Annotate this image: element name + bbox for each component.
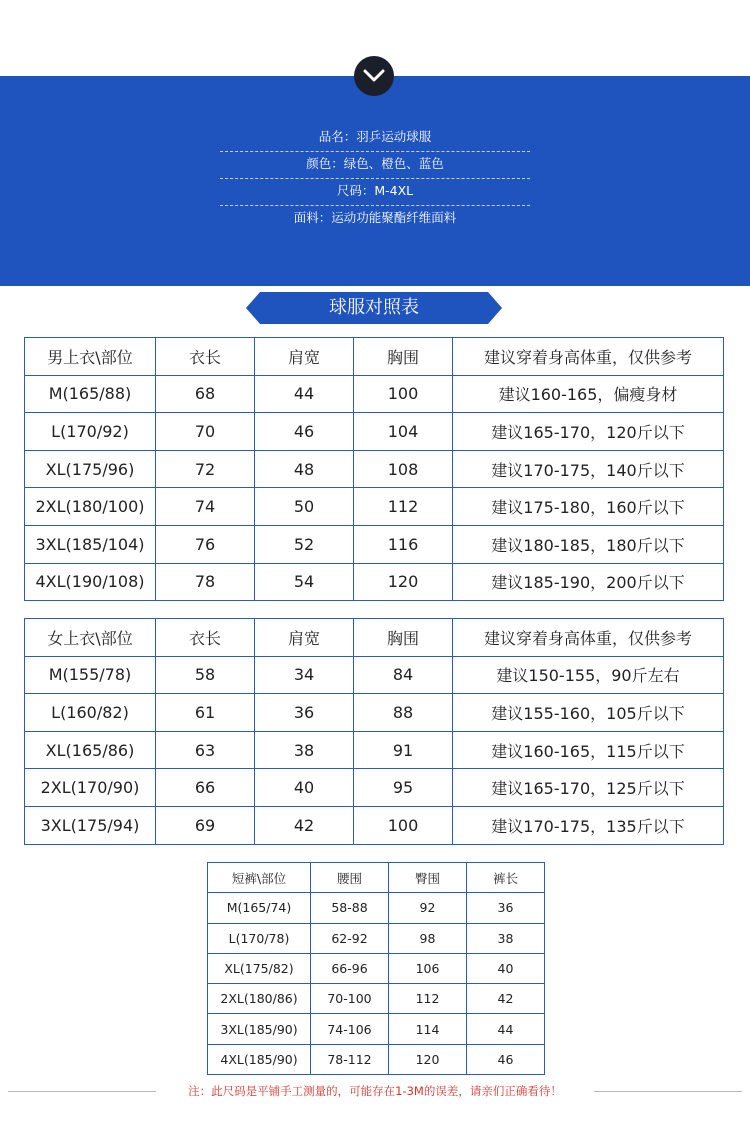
table-row bbox=[25, 488, 724, 526]
table-row bbox=[208, 984, 545, 1014]
table-cell: 112 bbox=[354, 488, 453, 526]
table-cell: 3XL(185/104) bbox=[25, 525, 156, 563]
table-cell: 36 bbox=[255, 694, 354, 732]
section-title-ribbon bbox=[246, 292, 502, 324]
table-cell: 116 bbox=[354, 525, 453, 563]
table-cell: 72 bbox=[156, 450, 255, 488]
table-cell: 95 bbox=[354, 769, 453, 807]
header-cell: 臀围 bbox=[389, 863, 467, 893]
table-row bbox=[25, 806, 724, 844]
table-cell: 44 bbox=[255, 375, 354, 413]
table-cell: 建议160-165，115斤以下 bbox=[453, 731, 724, 769]
product-fabric: 面料：运动功能聚酯纤维面料 bbox=[293, 210, 457, 225]
table-cell: 建议155-160，105斤以下 bbox=[453, 694, 724, 732]
table-cell: M(155/78) bbox=[25, 656, 156, 694]
table-cell: 3XL(175/94) bbox=[25, 806, 156, 844]
product-name: 品名：羽乒运动球服 bbox=[220, 125, 530, 152]
table-header-row bbox=[208, 863, 545, 893]
table-cell: 78-112 bbox=[311, 1044, 389, 1074]
header-cell: 胸围 bbox=[354, 338, 453, 376]
table-row bbox=[208, 893, 545, 923]
header-cell: 胸围 bbox=[354, 619, 453, 657]
info-banner bbox=[0, 76, 750, 286]
table-header-row bbox=[25, 338, 724, 376]
shorts-size-table bbox=[207, 862, 545, 1075]
table-cell: 建议185-190，200斤以下 bbox=[453, 563, 724, 601]
table-cell: 4XL(190/108) bbox=[25, 563, 156, 601]
table-cell: 62-92 bbox=[311, 923, 389, 953]
table-cell: 建议180-185，180斤以下 bbox=[453, 525, 724, 563]
table-cell: 58-88 bbox=[311, 893, 389, 923]
table-cell: 建议150-155，90斤左右 bbox=[453, 656, 724, 694]
table-cell: 建议170-175，140斤以下 bbox=[453, 450, 724, 488]
table-cell: 84 bbox=[354, 656, 453, 694]
table-cell: 42 bbox=[255, 806, 354, 844]
table-row bbox=[25, 769, 724, 807]
table-cell: 建议170-175，135斤以下 bbox=[453, 806, 724, 844]
table-cell: 106 bbox=[389, 953, 467, 983]
men-size-table bbox=[24, 337, 724, 601]
table-cell: 建议175-180，160斤以下 bbox=[453, 488, 724, 526]
table-cell: M(165/88) bbox=[25, 375, 156, 413]
women-size-table bbox=[24, 618, 724, 845]
table-cell: 120 bbox=[389, 1044, 467, 1074]
table-cell: 34 bbox=[255, 656, 354, 694]
table-cell: 66-96 bbox=[311, 953, 389, 983]
table-cell: L(170/92) bbox=[25, 413, 156, 451]
header-cell: 腰围 bbox=[311, 863, 389, 893]
table-cell: 38 bbox=[255, 731, 354, 769]
table-header-row bbox=[25, 619, 724, 657]
table-cell: 建议160-165，偏瘦身材 bbox=[453, 375, 724, 413]
table-cell: 104 bbox=[354, 413, 453, 451]
table-cell: 4XL(185/90) bbox=[208, 1044, 311, 1074]
table-cell: 88 bbox=[354, 694, 453, 732]
header-cell: 短裤\部位 bbox=[208, 863, 311, 893]
table-cell: L(160/82) bbox=[25, 694, 156, 732]
product-info-list bbox=[0, 125, 750, 233]
header-cell: 建议穿着身高体重，仅供参考 bbox=[453, 338, 724, 376]
table-row bbox=[25, 450, 724, 488]
header-cell: 建议穿着身高体重，仅供参考 bbox=[453, 619, 724, 657]
table-cell: XL(175/96) bbox=[25, 450, 156, 488]
table-cell: 46 bbox=[467, 1044, 545, 1074]
table-row bbox=[25, 375, 724, 413]
table-cell: 63 bbox=[156, 731, 255, 769]
header-cell: 肩宽 bbox=[255, 338, 354, 376]
table-cell: 2XL(180/100) bbox=[25, 488, 156, 526]
table-cell: 66 bbox=[156, 769, 255, 807]
product-colors: 颜色：绿色、橙色、蓝色 bbox=[220, 152, 530, 179]
table-cell: 50 bbox=[255, 488, 354, 526]
table-cell: 74-106 bbox=[311, 1014, 389, 1044]
table-cell: 40 bbox=[467, 953, 545, 983]
table-cell: 38 bbox=[467, 923, 545, 953]
table-row bbox=[25, 563, 724, 601]
table-cell: 76 bbox=[156, 525, 255, 563]
table-cell: 70 bbox=[156, 413, 255, 451]
table-cell: 69 bbox=[156, 806, 255, 844]
table-cell: 70-100 bbox=[311, 984, 389, 1014]
header-cell: 裤长 bbox=[467, 863, 545, 893]
table-cell: 98 bbox=[389, 923, 467, 953]
table-cell: 52 bbox=[255, 525, 354, 563]
chevron-down-icon bbox=[354, 56, 394, 96]
measurement-note: 注：此尺码是平铺手工测量的，可能存在1-3M的误差，请亲们正确看待！ bbox=[188, 1084, 562, 1098]
table-cell: 58 bbox=[156, 656, 255, 694]
table-cell: L(170/78) bbox=[208, 923, 311, 953]
header-cell: 衣长 bbox=[156, 338, 255, 376]
table-row bbox=[25, 656, 724, 694]
table-cell: 46 bbox=[255, 413, 354, 451]
table-cell: XL(175/82) bbox=[208, 953, 311, 983]
product-size-range: 尺码：M-4XL bbox=[220, 179, 530, 206]
table-cell: 112 bbox=[389, 984, 467, 1014]
table-cell: M(165/74) bbox=[208, 893, 311, 923]
table-cell: XL(165/86) bbox=[25, 731, 156, 769]
table-row bbox=[208, 1014, 545, 1044]
table-cell: 78 bbox=[156, 563, 255, 601]
table-cell: 48 bbox=[255, 450, 354, 488]
table-cell: 54 bbox=[255, 563, 354, 601]
table-row bbox=[25, 525, 724, 563]
section-title: 球服对照表 bbox=[329, 297, 419, 318]
table-cell: 108 bbox=[354, 450, 453, 488]
table-cell: 40 bbox=[255, 769, 354, 807]
table-cell: 2XL(180/86) bbox=[208, 984, 311, 1014]
table-row bbox=[208, 953, 545, 983]
table-cell: 92 bbox=[389, 893, 467, 923]
table-cell: 100 bbox=[354, 806, 453, 844]
table-cell: 42 bbox=[467, 984, 545, 1014]
table-row bbox=[208, 1044, 545, 1074]
table-cell: 2XL(170/90) bbox=[25, 769, 156, 807]
table-row bbox=[25, 413, 724, 451]
header-cell: 男上衣\部位 bbox=[25, 338, 156, 376]
table-cell: 74 bbox=[156, 488, 255, 526]
table-cell: 44 bbox=[467, 1014, 545, 1044]
table-cell: 68 bbox=[156, 375, 255, 413]
table-row bbox=[25, 694, 724, 732]
header-cell: 肩宽 bbox=[255, 619, 354, 657]
table-cell: 120 bbox=[354, 563, 453, 601]
table-cell: 建议165-170，125斤以下 bbox=[453, 769, 724, 807]
header-cell: 衣长 bbox=[156, 619, 255, 657]
table-row bbox=[208, 923, 545, 953]
table-cell: 61 bbox=[156, 694, 255, 732]
table-row bbox=[25, 731, 724, 769]
table-cell: 114 bbox=[389, 1014, 467, 1044]
header-cell: 女上衣\部位 bbox=[25, 619, 156, 657]
table-cell: 91 bbox=[354, 731, 453, 769]
table-cell: 100 bbox=[354, 375, 453, 413]
table-cell: 建议165-170，120斤以下 bbox=[453, 413, 724, 451]
table-cell: 3XL(185/90) bbox=[208, 1014, 311, 1044]
table-cell: 36 bbox=[467, 893, 545, 923]
